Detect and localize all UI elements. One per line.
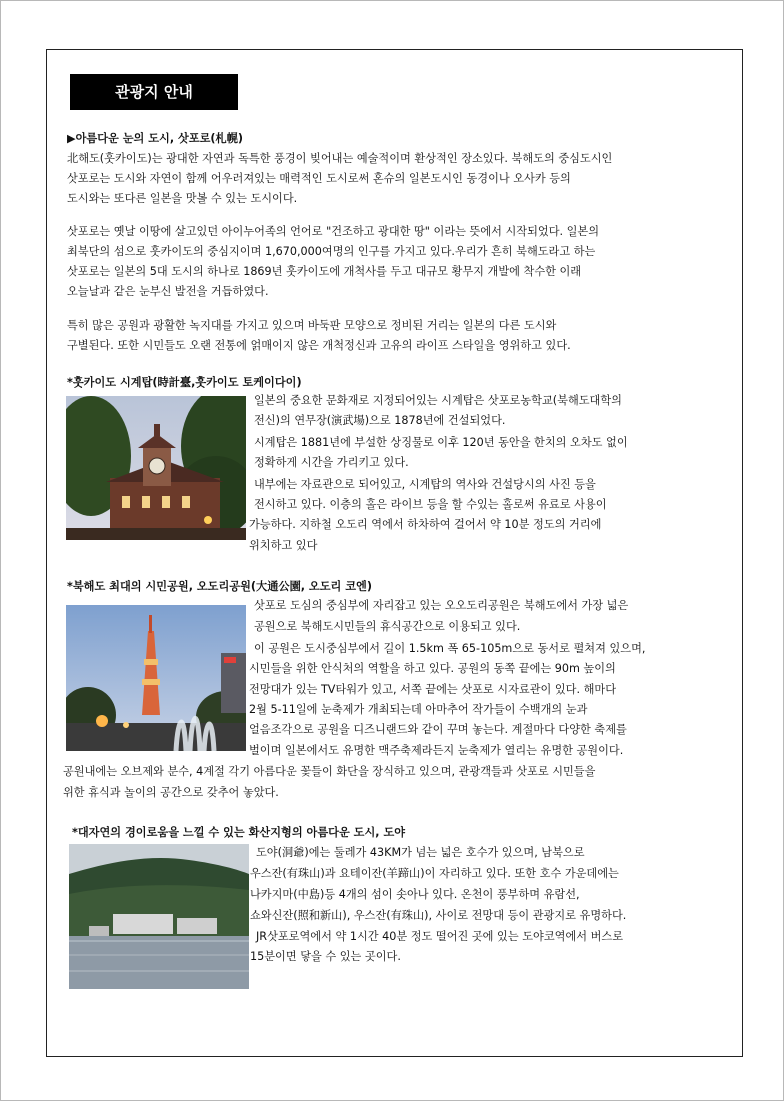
paragraph-line: 가능하다. 지하철 오도리 역에서 하차하여 걸어서 약 10분 정도의 거리에 [249, 518, 602, 531]
paragraph-line: 오늘날과 같은 눈부신 발전을 거듭하였다. [67, 285, 269, 298]
paragraph-line: 도시와는 또다른 일본을 맛볼 수 있는 도시이다. [67, 192, 298, 205]
paragraph-line: 삿포로 도심의 중심부에 자리잡고 있는 오오도리공원은 북해도에서 가장 넓은 [254, 599, 629, 612]
paragraph-line: 2월 5-11일에 눈축제가 개최되는데 아마추어 작가들이 수백개의 눈과 [249, 703, 588, 716]
section-heading-toya: *대자연의 경이로움을 느낄 수 있는 화산지형의 아름다운 도시, 도야 [72, 826, 406, 839]
lake-toya-photo [69, 844, 249, 989]
paragraph-line: 벌이며 일본에서도 유명한 맥주축제라든지 눈축제가 열리는 유명한 공원이다. [249, 744, 624, 757]
paragraph-line: 전망대가 있는 TV타워가 있고, 서쪽 끝에는 삿포로 시자료관이 있다. 해마다 [249, 683, 617, 696]
paragraph-line: 시계탑은 1881년에 부설한 상징물로 이후 120년 동안을 한치의 오차도 없이 [254, 436, 628, 449]
section-heading-sapporo: ▶아름다운 눈의 도시, 삿포로(札幌) [67, 132, 244, 145]
paragraph-line: 내부에는 자료관으로 되어있고, 시계탑의 역사와 건설당시의 사진 등을 [254, 478, 596, 491]
section-heading-clock-tower: *훗카이도 시계탑(時計臺,훗카이도 토케이다이) [67, 376, 302, 389]
paragraph-line: 삿포로는 옛날 이땅에 살고있던 아이누어족의 언어로 "건조하고 광대한 땅" 이라는 뜻에서 시작되었다. 일본의 [67, 225, 600, 238]
paragraph-line: 구별된다. 또한 시민들도 오랜 전통에 얽매이지 않은 개척정신과 고유의 라이프 스타일을 영위하고 있다. [67, 339, 571, 352]
paragraph-line: JR삿포로역에서 약 1시간 40분 정도 떨어진 곳에 있는 도야코역에서 버스로 [256, 930, 624, 943]
paragraph-line: 전신)의 연무장(演武場)으로 1878년에 건설되었다. [254, 414, 506, 427]
paragraph-line: 삿포로는 일본의 5대 도시의 하나로 1869년 훗카이도에 개척사를 두고 대규모 황무지 개발에 착수한 이래 [67, 265, 582, 278]
tv-tower-photo [66, 605, 246, 751]
paragraph-line: 우스잔(有珠山)과 요테이잔(羊蹄山)이 자리하고 있다. 또한 호수 가운데에는 [250, 867, 619, 880]
paragraph-line: 시민들을 위한 안식처의 역할을 하고 있다. 공원의 동쪽 끝에는 90m 높이의 [249, 662, 616, 675]
paragraph-line: 위치하고 있다 [249, 539, 318, 552]
clock-tower-photo [66, 396, 246, 540]
paragraph-line: 얼음조각으로 공원을 디즈니랜드와 같이 꾸며 놓는다. 계절마다 다양한 축제를 [249, 723, 627, 736]
paragraph-line: 나카지마(中島)등 4개의 섬이 솟아나 있다. 온천이 풍부하며 유람선, [250, 888, 580, 901]
paragraph-line: 일본의 중요한 문화재로 지정되어있는 시계탑은 삿포로농학교(북해도대학의 [254, 394, 622, 407]
paragraph-line: 北해도(훗카이도)는 광대한 자연과 독특한 풍경이 빚어내는 예술적이며 환상적인 장소있다. 북해도의 중심도시인 [67, 152, 613, 165]
content-frame [46, 49, 743, 1057]
paragraph-line: 이 공원은 도시중심부에서 길이 1.5km 폭 65-105m으로 동서로 펼쳐져 있으며, [254, 642, 646, 655]
paragraph-line: 정확하게 시간을 가리키고 있다. [254, 456, 409, 469]
paragraph-line: 공원내에는 오브제와 분수, 4계절 각기 아름다운 꽃들이 화단을 장식하고 있으며, 관광객들과 삿포로 시민들을 [63, 765, 596, 778]
paragraph-line: 공원으로 북해도시민들의 휴식공간으로 이용되고 있다. [254, 620, 521, 633]
paragraph-line: 도야(洞爺)에는 둘레가 43KM가 넘는 넓은 호수가 있으며, 남북으로 [256, 846, 585, 859]
paragraph-line: 쇼와신잔(照和新山), 우스잔(有珠山), 사이로 전망대 등이 관광지로 유명하다. [250, 909, 627, 922]
paragraph-line: 15분이면 닿을 수 있는 곳이다. [250, 950, 401, 963]
paragraph-line: 전시하고 있다. 이층의 홀은 라이브 등을 할 수있는 홀로써 유료로 사용이 [254, 498, 607, 511]
section-heading-odori-park: *북해도 최대의 시민공원, 오도리공원(大通公園, 오도리 코엔) [67, 580, 372, 593]
paragraph-line: 최북단의 섬으로 훗카이도의 중심지이며 1,670,000여명의 인구를 가지고 있다.우리가 흔히 북해도라고 하는 [67, 245, 596, 258]
paragraph-line: 특히 많은 공원과 광활한 녹지대를 가지고 있으며 바둑판 모양으로 정비된 거리는 일본의 다른 도시와 [67, 319, 557, 332]
paragraph-line: 위한 휴식과 놀이의 공간으로 갖추어 놓았다. [63, 786, 279, 799]
paragraph-line: 삿포로는 도시와 자연이 함께 어우러져있는 매력적인 도시로써 혼슈의 일본도시인 동경이나 오사카 등의 [67, 172, 571, 185]
page-title: 관광지 안내 [70, 74, 238, 110]
